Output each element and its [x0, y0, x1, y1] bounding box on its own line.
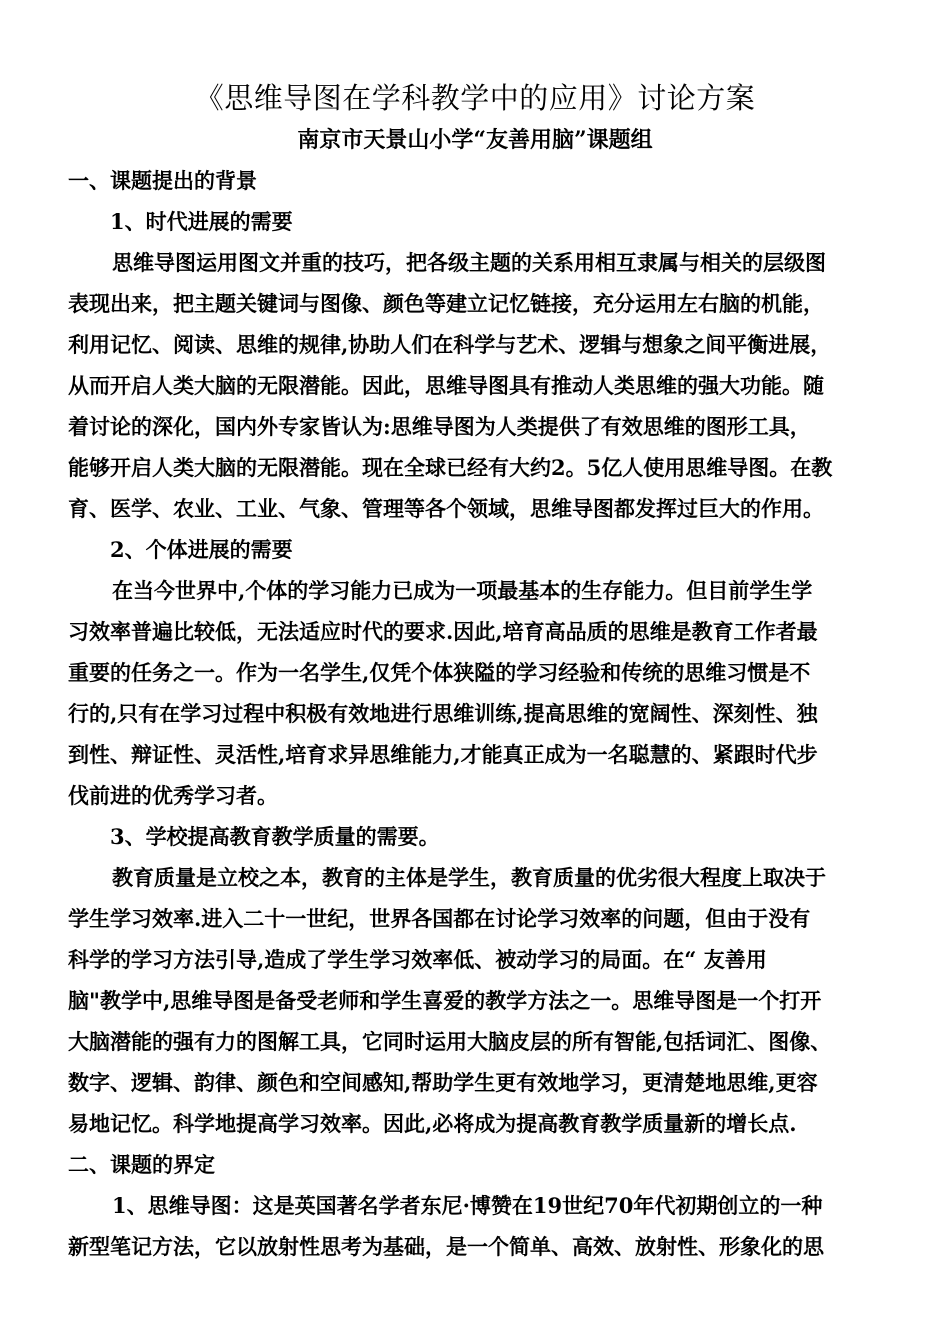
document-title: 《思维导图在学科教学中的应用》讨论方案	[194, 81, 756, 115]
paragraph-line: 教育质量是立校之本，教育的主体是学生，教育质量的优劣很大程度上取决于	[112, 865, 826, 890]
paragraph-line: 科学的学习方法引导,造成了学生学习效率低、被动学习的局面。在“ 友善用	[68, 947, 767, 972]
section-heading: 一、课题提出的背景	[68, 168, 257, 193]
paragraph-line: 数字、逻辑、韵律、颜色和空间感知,帮助学生更有效地学习，更清楚地思维,更容	[68, 1070, 818, 1095]
paragraph-line: 到性、辩证性、灵活性,培育求异思维能力,才能真正成为一名聪慧的、紧跟时代步	[68, 742, 818, 767]
paragraph-line: 从而开启人类大脑的无限潜能。因此，思维导图具有推动人类思维的强大功能。随	[68, 373, 824, 398]
paragraph-line: 脑"教学中,思维导图是备受老师和学生喜爱的教学方法之一。思维导图是一个打开	[68, 988, 822, 1013]
paragraph-line: 新型笔记方法，它以放射性思考为基础，是一个简单、高效、放射性、形象化的思	[68, 1234, 824, 1259]
paragraph-line: 习效率普遍比较低，无法适应时代的要求.因此,培育高品质的思维是教育工作者最	[68, 619, 818, 644]
paragraph-line: 表现出来，把主题关键词与图像、颜色等建立记忆链接，充分运用左右脑的机能，	[68, 291, 824, 316]
paragraph-line: 行的,只有在学习过程中积极有效地进行思维训练,提高思维的宽阔性、深刻性、独	[68, 701, 818, 726]
paragraph-line: 重要的任务之一。作为一名学生,仅凭个体狭隘的学习经验和传统的思维习惯是不	[68, 660, 811, 685]
paragraph-line: 学生学习效率.进入二十一世纪，世界各国都在讨论学习效率的问题，但由于没有	[68, 906, 811, 931]
paragraph-line: 利用记忆、阅读、思维的规律,协助人们在科学与艺术、逻辑与想象之间平衡进展，	[68, 332, 832, 357]
paragraph-line: 伐前进的优秀学习者。	[68, 783, 278, 808]
paragraph-line: 易地记忆。科学地提高学习效率。因此,必将成为提高教育教学质量新的增长点.	[68, 1111, 797, 1136]
paragraph-line: 能够开启人类大脑的无限潜能。现在全球已经有大约2。5亿人使用思维导图。在教	[68, 455, 833, 480]
paragraph-line: 1、思维导图：这是英国著名学者东尼·博赞在19世纪70年代初期创立的一种	[112, 1193, 823, 1218]
paragraph-line: 育、医学、农业、工业、气象、管理等各个领域，思维导图都发挥过巨大的作用。	[68, 496, 824, 521]
document-body	[68, 160, 888, 1267]
paragraph-line: 大脑潜能的强有力的图解工具，它同时运用大脑皮层的所有智能,包括词汇、图像、	[68, 1029, 832, 1054]
paragraph-line: 思维导图运用图文并重的技巧，把各级主题的关系用相互隶属与相关的层级图	[112, 250, 826, 275]
section-heading: 3、学校提高教育教学质量的需要。	[110, 824, 440, 849]
paragraph-line: 着讨论的深化，国内外专家皆认为:思维导图为人类提供了有效思维的图形工具，	[68, 414, 811, 439]
section-heading: 二、课题的界定	[68, 1152, 215, 1177]
section-heading: 2、个体进展的需要	[110, 537, 293, 562]
document-subtitle: 南京市天景山小学“友善用脑”课题组	[297, 127, 653, 153]
paragraph-line: 在当今世界中,个体的学习能力已成为一项最基本的生存能力。但目前学生学	[112, 578, 813, 603]
section-heading: 1、时代进展的需要	[110, 209, 293, 234]
